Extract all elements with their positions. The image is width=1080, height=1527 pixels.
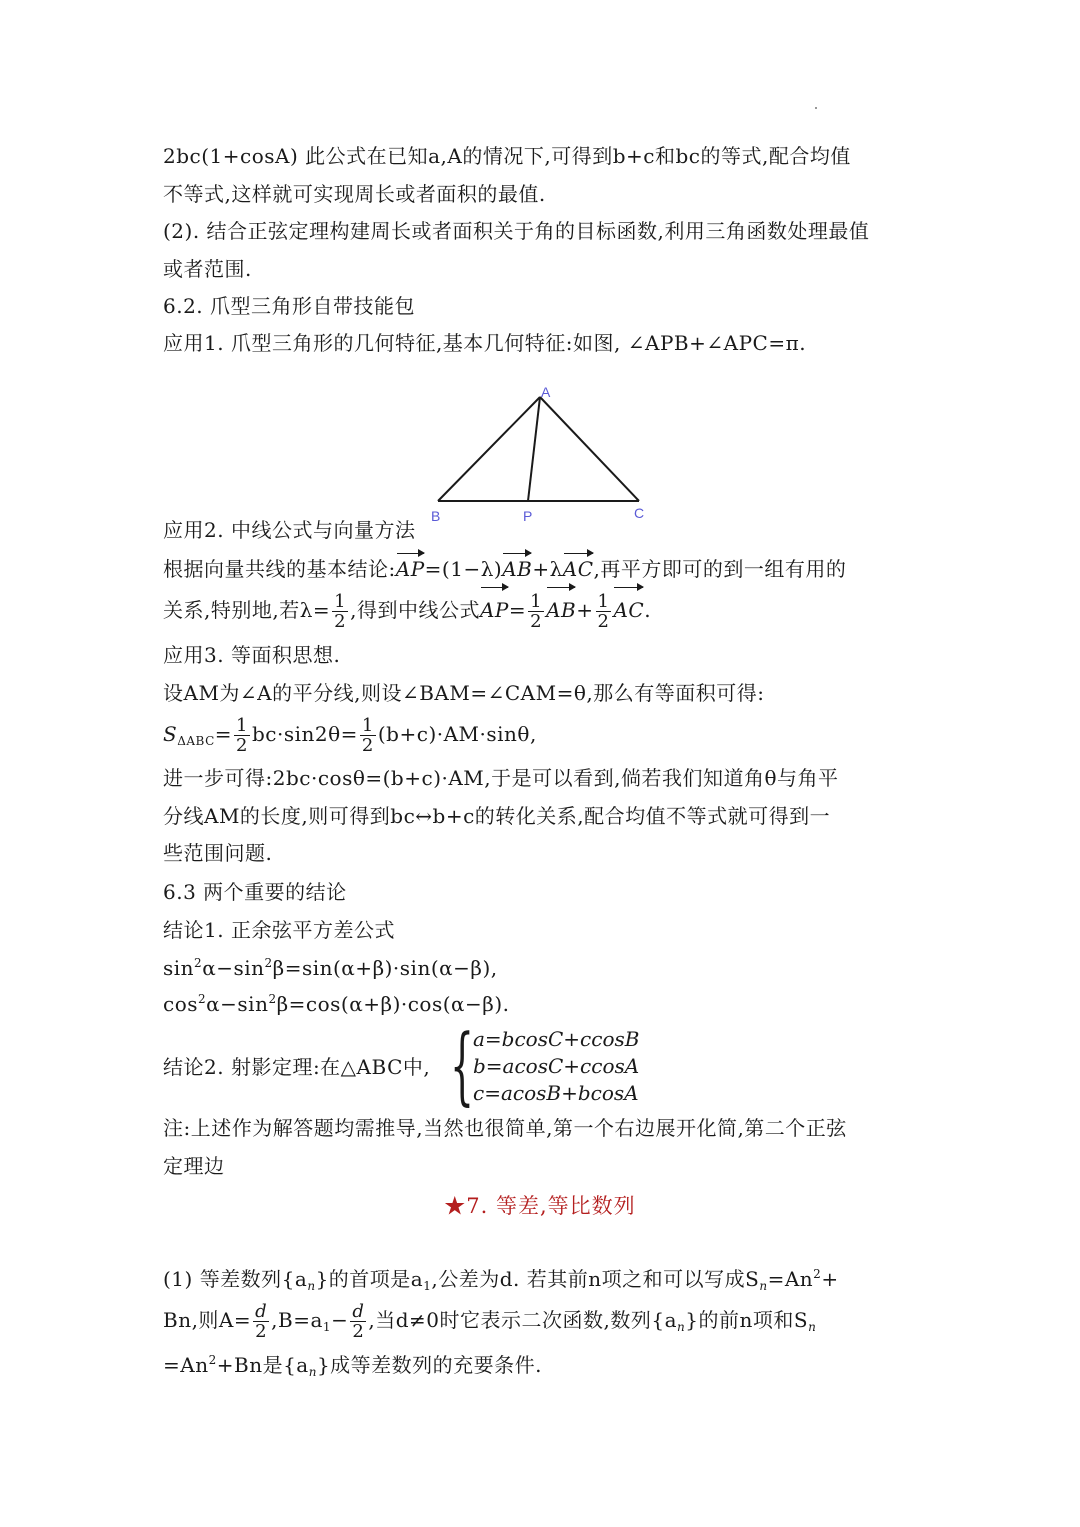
text-fragment: β=sin(α+β)·sin(α−β), xyxy=(272,956,498,980)
text-line-21: 注:上述作为解答题均需推导,当然也很简单,第一个右边展开化简,第二个正弦 xyxy=(163,1116,847,1140)
text-line-13: 进一步可得:2bc·cosθ=(b+c)·AM,于是可以看到,倘若我们知道角θ与角平 xyxy=(163,766,839,790)
fraction-denominator: 2 xyxy=(255,1321,268,1342)
equation-system xyxy=(473,1026,639,1107)
fraction-one-half xyxy=(596,592,612,631)
equation-3: c=acosB+bcosA xyxy=(473,1081,639,1105)
text-line-9 xyxy=(163,590,651,631)
text-fragment: + xyxy=(821,1267,839,1291)
text-fragment: ,再平方即可的到一组有用的 xyxy=(593,557,847,581)
text-line-22: 定理边 xyxy=(163,1154,225,1178)
text-line-10: 应用3. 等面积思想. xyxy=(163,643,341,667)
text-fragment: = xyxy=(508,598,527,622)
fraction-denominator: 2 xyxy=(236,735,248,756)
fraction-numerator: 1 xyxy=(530,591,543,612)
text-line-1: 2bc(1+cosA) 此公式在已知a,A的情况下,可得到b+c和bc的等式,配合均值 xyxy=(163,144,851,168)
fraction-one-half xyxy=(234,716,250,755)
fraction-denominator: 2 xyxy=(530,611,543,632)
vector-AC: AC xyxy=(562,557,594,581)
text-fragment: = xyxy=(214,722,233,746)
left-brace: { xyxy=(450,1016,475,1114)
text-fragment: bc·sin2θ= xyxy=(251,722,358,746)
vector-AB: AB xyxy=(502,557,533,581)
superscript: 2 xyxy=(198,992,207,1006)
subscript: 1 xyxy=(423,1279,432,1293)
text-fragment: ,公差为d. 若其前n项之和可以写成S xyxy=(431,1267,760,1291)
text-line-7: 应用2. 中线公式与向量方法 xyxy=(163,518,416,542)
text-line-6: 应用1. 爪型三角形的几何特征,基本几何特征:如图, ∠APB+∠APC=π. xyxy=(163,331,807,355)
text-fragment: ,得到中线公式 xyxy=(350,598,480,622)
text-fragment: S xyxy=(163,722,178,746)
side-AC xyxy=(540,397,639,501)
fraction-numerator: d xyxy=(352,1301,365,1322)
point-label-P: P xyxy=(523,508,533,524)
fraction-numerator: 1 xyxy=(597,591,610,612)
text-fragment: ,当d≠0时它表示二次函数,数列{a xyxy=(368,1308,678,1332)
text-fragment: (1) 等差数列{a xyxy=(163,1267,308,1291)
text-line-23 xyxy=(163,1266,839,1292)
text-fragment: − xyxy=(331,1308,349,1332)
vector-AC: AC xyxy=(613,590,644,630)
text-fragment: }成等差数列的充要条件. xyxy=(316,1353,543,1377)
text-line-24 xyxy=(163,1300,816,1341)
text-line-11: 设AM为∠A的平分线,则设∠BAM=∠CAM=θ,那么有等面积可得: xyxy=(163,681,765,705)
text-fragment: (b+c)·AM·sinθ, xyxy=(377,722,537,746)
text-fragment: Bn,则A= xyxy=(163,1308,252,1332)
text-line-20: 结论2. 射影定理:在△ABC中, xyxy=(163,1055,431,1079)
fraction-numerator: 1 xyxy=(236,715,248,736)
formula-cos-difference xyxy=(163,991,510,1017)
text-fragment: α−sin xyxy=(202,956,265,980)
subscript: n xyxy=(307,1279,316,1293)
fraction-numerator: d xyxy=(255,1301,268,1322)
vertex-label-C: C xyxy=(634,505,645,521)
text-line-3: (2). 结合正弦定理构建周长或者面积关于角的目标函数,利用三角函数处理最值 xyxy=(163,219,870,243)
fraction-denominator: 2 xyxy=(334,611,347,632)
fraction-d-half xyxy=(350,1302,366,1341)
fraction-one-half xyxy=(332,592,348,631)
text-fragment: α−sin xyxy=(206,992,269,1016)
fraction-numerator: 1 xyxy=(361,715,374,736)
section-heading-6-2: 6.2. 爪型三角形自带技能包 xyxy=(163,294,416,318)
side-AB xyxy=(438,397,540,501)
vertex-label-A: A xyxy=(541,384,551,400)
text-fragment: +λ xyxy=(532,557,563,581)
segment-AP xyxy=(528,397,540,501)
text-fragment: =(1−λ) xyxy=(424,557,503,581)
text-line-15: 些范围问题. xyxy=(163,841,273,865)
vector-AP: AP xyxy=(480,590,509,630)
text-fragment: . xyxy=(644,598,652,622)
subscript: ΔABC xyxy=(177,734,215,748)
text-fragment: +Bn是{a xyxy=(216,1353,309,1377)
subscript: n xyxy=(808,1320,817,1334)
subscript: n xyxy=(677,1320,686,1334)
section-heading-6-3: 6.3 两个重要的结论 xyxy=(163,880,347,904)
fraction-denominator: 2 xyxy=(361,735,374,756)
text-fragment: 根据向量共线的基本结论: xyxy=(163,557,396,581)
text-line-12 xyxy=(163,714,537,755)
text-fragment: + xyxy=(576,598,594,622)
superscript: 2 xyxy=(813,1267,822,1281)
fraction-one-half xyxy=(360,716,376,755)
fraction-one-half xyxy=(528,592,544,631)
text-line-2: 不等式,这样就可实现周长或者面积的最值. xyxy=(163,182,546,206)
vector-AP: AP xyxy=(395,557,425,581)
text-fragment: cos xyxy=(163,992,199,1016)
superscript: 2 xyxy=(194,956,203,970)
fraction-denominator: 2 xyxy=(352,1321,365,1342)
subscript: 1 xyxy=(322,1320,332,1334)
text-fragment: sin xyxy=(163,956,195,980)
equation-2: b=acosC+ccosA xyxy=(473,1054,640,1078)
text-line-4: 或者范围. xyxy=(163,257,252,281)
fraction-numerator: 1 xyxy=(334,591,347,612)
vector-AB: AB xyxy=(546,590,576,630)
formula-sin-difference xyxy=(163,955,498,981)
fraction-denominator: 2 xyxy=(597,611,610,632)
text-fragment: }的前n项和S xyxy=(685,1308,809,1332)
subscript: n xyxy=(759,1279,768,1293)
fraction-d-half xyxy=(253,1302,269,1341)
section-title-7: ★7. 等差,等比数列 xyxy=(444,1194,636,1218)
superscript: 2 xyxy=(208,1353,217,1367)
text-fragment: =An xyxy=(163,1353,209,1377)
text-line-8 xyxy=(163,556,846,582)
text-fragment: β=cos(α+β)·cos(α−β). xyxy=(276,992,510,1016)
text-line-17: 结论1. 正余弦平方差公式 xyxy=(163,918,395,942)
claw-triangle-figure xyxy=(420,380,670,525)
text-fragment: =An xyxy=(767,1267,814,1291)
speck xyxy=(815,107,817,109)
text-line-25 xyxy=(163,1352,542,1378)
vertex-label-B: B xyxy=(431,508,441,524)
subscript: n xyxy=(308,1365,317,1379)
superscript: 2 xyxy=(268,992,277,1006)
text-fragment: 关系,特别地,若λ= xyxy=(163,598,331,622)
text-line-14: 分线AM的长度,则可得到bc↔b+c的转化关系,配合均值不等式就可得到一 xyxy=(163,804,831,828)
text-fragment: }的首项是a xyxy=(315,1267,424,1291)
equation-1: a=bcosC+ccosB xyxy=(473,1027,640,1051)
text-fragment: ,B=a xyxy=(271,1308,323,1332)
superscript: 2 xyxy=(264,956,273,970)
